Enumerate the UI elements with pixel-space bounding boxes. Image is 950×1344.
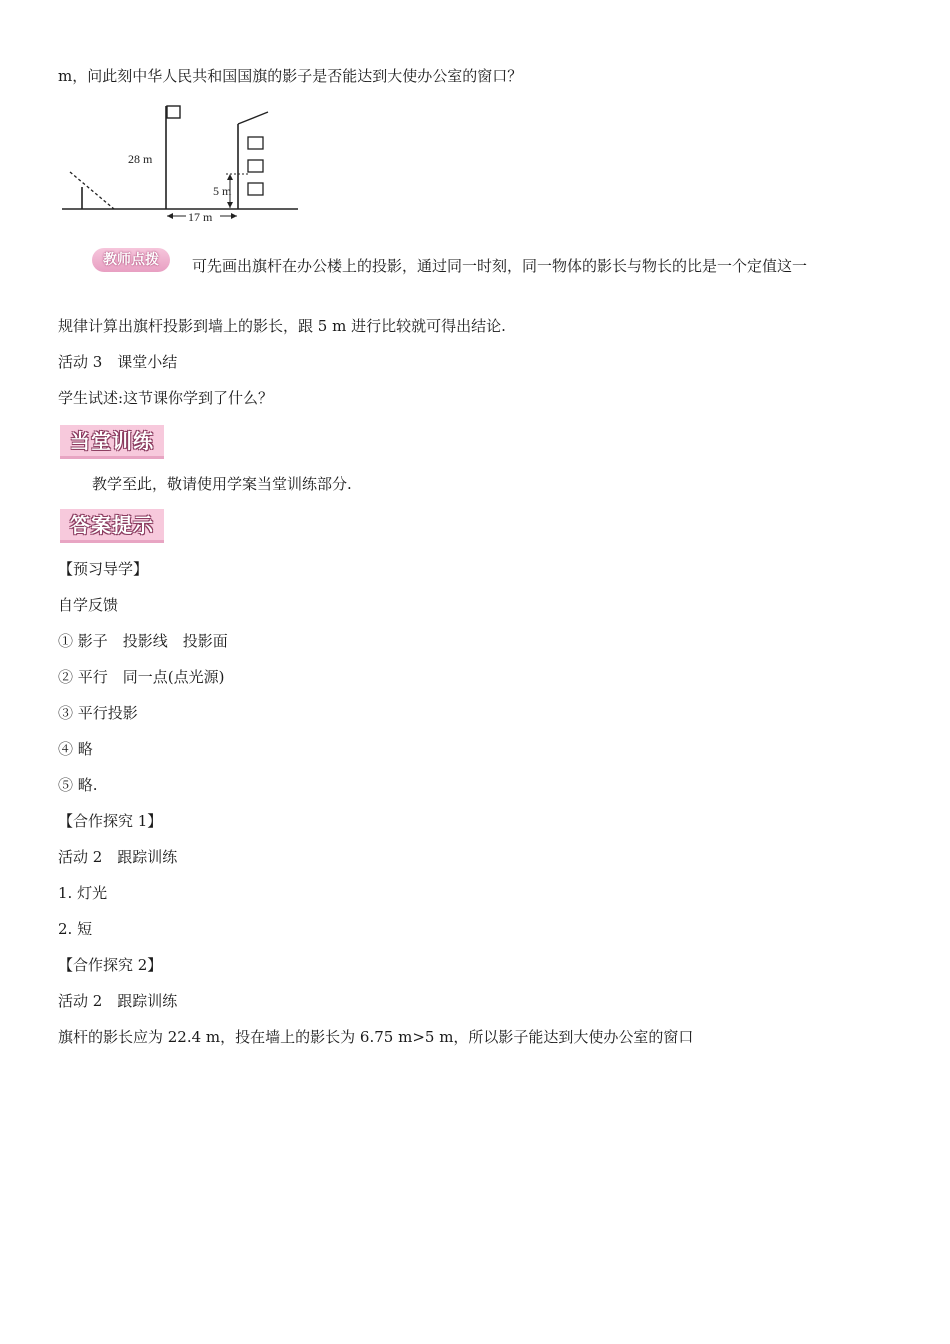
flag-height-label: 28 m bbox=[128, 152, 153, 166]
question-tail: m，问此刻中华人民共和国国旗的影子是否能达到大使办公室的窗口？ bbox=[58, 67, 523, 85]
arrow-head-up bbox=[227, 174, 233, 180]
sun-ray bbox=[70, 172, 114, 209]
teacher-tip-badge: 教师点拨 bbox=[92, 248, 170, 272]
activity3-prompt: 学生试述:这节课你学到了什么？ bbox=[58, 389, 274, 407]
arrow-head-right bbox=[231, 213, 237, 219]
coop2-activity: 活动 2 跟踪训练 bbox=[58, 992, 178, 1010]
coop1-answer-2: 2. 短 bbox=[58, 920, 93, 938]
window-top bbox=[248, 137, 263, 149]
self-feedback: 自学反馈 bbox=[58, 596, 119, 614]
coop2-heading: 【合作探究 2】 bbox=[58, 956, 163, 974]
flag bbox=[167, 106, 180, 118]
answers-banner: 答案提示 bbox=[60, 509, 164, 543]
window-bottom bbox=[248, 183, 263, 195]
practice-banner: 当堂训练 bbox=[60, 425, 164, 459]
preview-heading: 【预习导学】 bbox=[58, 560, 149, 578]
answer-item-4: ④ 略 bbox=[58, 740, 93, 758]
teacher-tip-line1: 可先画出旗杆在办公楼上的投影，通过同一时刻，同一物体的影长与物长的比是一个定值这一 bbox=[192, 257, 808, 275]
coop1-activity: 活动 2 跟踪训练 bbox=[58, 848, 178, 866]
answer-item-3: ③ 平行投影 bbox=[58, 704, 138, 722]
activity3-title: 活动 3 课堂小结 bbox=[58, 353, 178, 371]
teacher-tip-line2: 规律计算出旗杆投影到墙上的影长，跟 5 m 进行比较就可得出结论. bbox=[58, 317, 506, 335]
window-height-label: 5 m bbox=[213, 184, 232, 198]
coop1-answer-1: 1. 灯光 bbox=[58, 884, 108, 902]
distance-label: 17 m bbox=[188, 210, 213, 224]
window-middle bbox=[248, 160, 263, 172]
answer-item-1: ① 影子 投影线 投影面 bbox=[58, 632, 228, 650]
arrow-head-left bbox=[167, 213, 173, 219]
coop1-heading: 【合作探究 1】 bbox=[58, 812, 163, 830]
flagpole-shadow-diagram bbox=[58, 98, 303, 228]
coop2-answer: 旗杆的影长应为 22.4 m，投在墙上的影长为 6.75 m>5 m，所以影子能达到大使办公室的窗口 bbox=[58, 1028, 694, 1046]
building-roof bbox=[238, 112, 268, 124]
answer-item-5: ⑤ 略. bbox=[58, 776, 98, 794]
practice-text: 教学至此，敬请使用学案当堂训练部分. bbox=[92, 475, 352, 493]
arrow-head-down bbox=[227, 202, 233, 208]
answer-item-2: ② 平行 同一点(点光源) bbox=[58, 668, 225, 686]
